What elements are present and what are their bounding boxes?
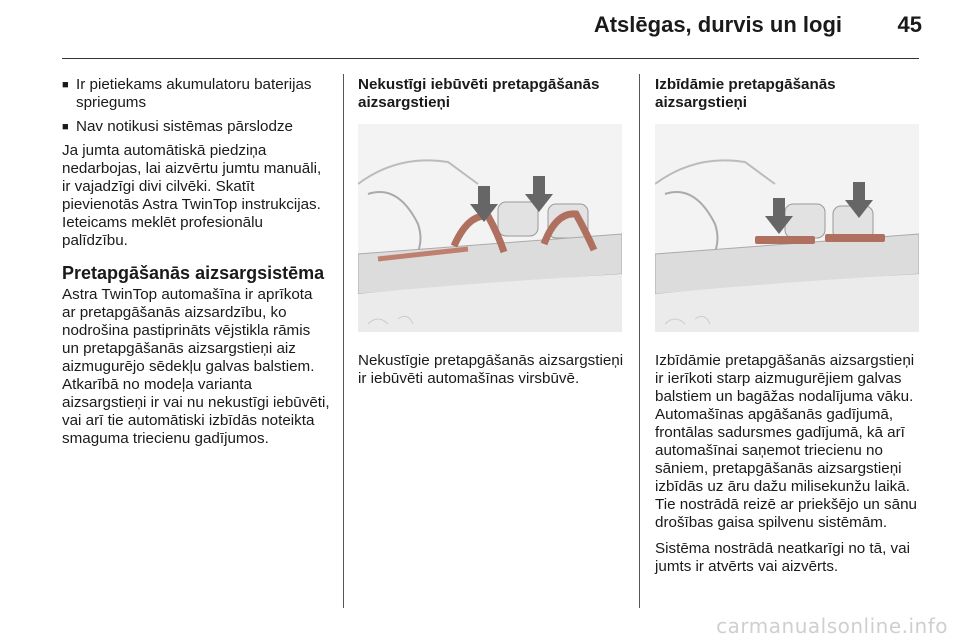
bullet-square-icon: ■	[62, 79, 69, 91]
header-rule	[62, 58, 919, 59]
watermark: carmanualsonline.info	[716, 614, 948, 638]
page-section-title: Atslēgas, durvis un logi	[593, 12, 842, 37]
column-divider-1	[343, 74, 344, 608]
list-item-text: Nav notikusi sistēmas pārslodze	[76, 118, 293, 135]
fixed-rollbar-illustration	[358, 124, 622, 332]
paragraph-extendable-rollbars: Izbīdāmie pretapgāšanās aizsargstieņi ir ierīkoti starp aizmugurējiem galvas balstiem un bagāžas nodalījuma vāku. Automašīnas apgāšanās gadījumā, frontālas sadursmes gadījumā, kā arī automašīnai saņemot triecienu no sāniem, pretapgāšanās aizsargstieņi izbīdās uz āru dažu milisekunžu laikā. Tie nostrādā reizē ar priekšējo un sānu drošības gaisa spilvenu sistēmām.	[655, 352, 917, 531]
list-item	[62, 118, 330, 136]
column-right	[655, 76, 923, 584]
extendable-rollbar-illustration	[655, 124, 919, 332]
subsection-heading-fixed: Nekustīgi iebūvēti pretapgāšanās aizsargstieņi	[358, 76, 600, 111]
column-left	[62, 76, 330, 456]
paragraph-fixed-rollbars: Nekustīgie pretapgāšanās aizsargstieņi ir iebūvēti automašīnas virsbūvē.	[358, 352, 624, 387]
column-divider-2	[639, 74, 640, 608]
paragraph-manual-closing: Ja jumta automātiskā piedziņa nedarbojas, lai aizvērtu jumtu manuāli, ir vajadzīgi divi cilvēki. Skatīt pievienotās Astra TwinTop instrukcijas. Ieteicams meklēt profesionālu palīdzību.	[62, 142, 322, 249]
section-heading: Pretapgāšanās aizsargsistēma	[62, 263, 325, 283]
paragraph-roof-independent: Sistēma nostrādā neatkarīgi no tā, vai jumts ir atvērts vai aizvērts.	[655, 540, 910, 575]
list-item	[62, 76, 330, 112]
subsection-heading-extendable: Izbīdāmie pretapgāšanās aizsargstieņi	[655, 76, 836, 111]
page-number: 45	[897, 12, 922, 37]
list-item-text: Ir pietiekams akumulatoru baterijas spriegums	[76, 76, 312, 111]
column-middle	[358, 76, 626, 396]
bullet-square-icon: ■	[62, 121, 69, 133]
paragraph-rollover-protection: Astra TwinTop automašīna ir aprīkota ar pretapgāšanās aizsardzību, ko nodrošina pastiprināts vējstikla rāmis un pretapgāšanās aizsargstieņi aiz aizmugurējo sēdekļu galvas balstiem. Atkarībā no modeļa varianta aizsargstieņi ir vai nu nekustīgi iebūvēti, vai arī tie automātiski izbīdās noteikta smaguma triecienu gadījumos.	[62, 286, 330, 447]
